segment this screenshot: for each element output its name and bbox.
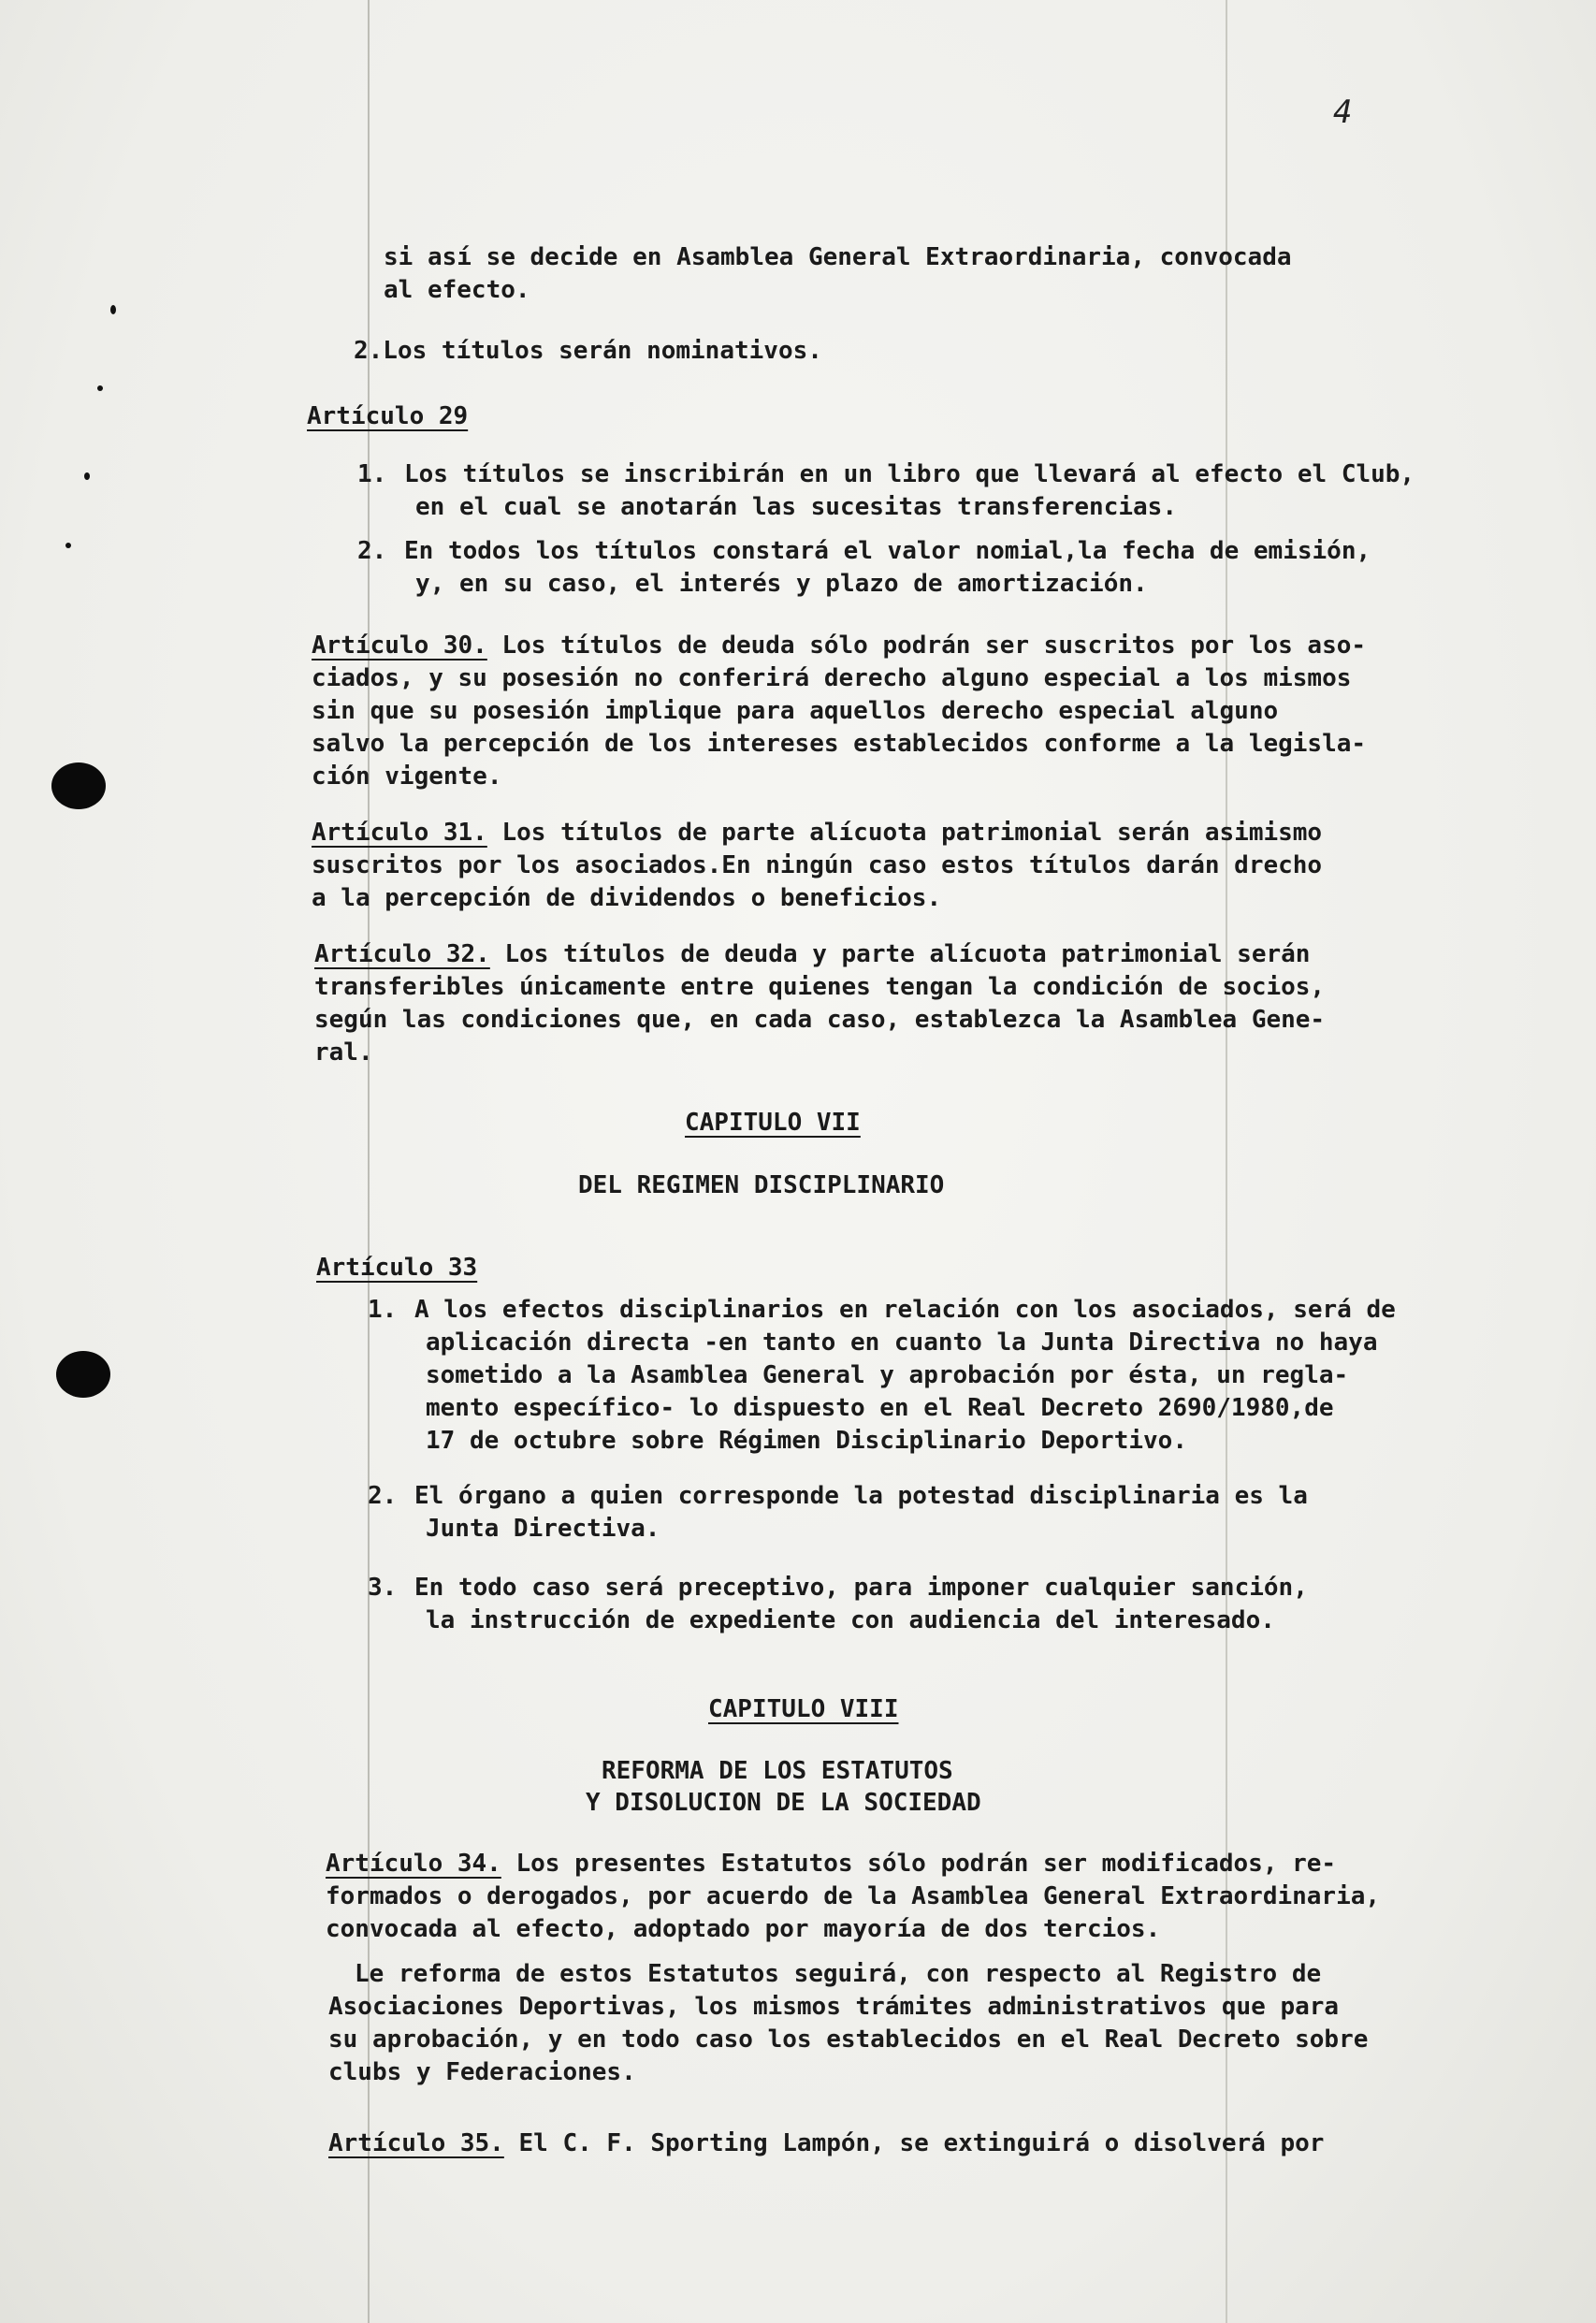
list-item [368,1572,1308,1637]
speck [97,385,103,391]
article-paragraph [312,630,1366,793]
article-heading: Artículo 31. [312,819,487,847]
punch-hole-bottom [56,1351,110,1398]
list-item: 2.Los títulos serán nominativos. [354,337,822,365]
article-heading: Artículo 34. [326,1850,501,1878]
chapter-title: CAPITULO VII [685,1109,861,1137]
item-number: 2. [357,537,387,565]
text-line: ción vigente. [312,762,502,791]
list-item [357,535,1371,601]
item-number: 1. [357,460,387,488]
speck [84,472,90,480]
text-line: sometido a la Asamblea General y aprobación por ésta, un regla- [426,1361,1349,1389]
text-line: En todo caso será preceptivo, para imponer cualquier sanción, [414,1574,1308,1602]
text-line: Junta Directiva. [426,1515,660,1543]
article-paragraph [312,817,1322,915]
text-line: mento específico- lo dispuesto en el Real Decreto 2690/1980,de [426,1394,1334,1422]
page-number: 4 [1333,94,1353,131]
text-line: suscritos por los asociados.En ningún caso estos títulos darán drecho [312,851,1323,879]
text-line: formados o derogados, por acuerdo de la Asamblea General Extraordinaria, [326,1882,1381,1910]
text-line: sin que su posesión implique para aquellos derecho especial alguno [312,697,1279,725]
list-item [368,1480,1308,1546]
text-line: clubs y Federaciones. [328,2058,636,2086]
text-line: El C. F. Sporting Lampón, se extinguirá o disolverá por [518,2129,1325,2157]
text-line: en el cual se anotarán las sucesitas transferencias. [415,493,1177,521]
text-line: salvo la percepción de los intereses establecidos conforme a la legisla- [312,730,1367,758]
text-line: y, en su caso, el interés y plazo de amortización. [415,570,1148,598]
text-line: según las condiciones que, en cada caso, establezca la Asamblea Gene- [314,1006,1326,1034]
article-heading: Artículo 33 [316,1254,478,1282]
article-paragraph [328,1958,1368,2089]
text-line: su aprobación, y en todo caso los establecidos en el Real Decreto sobre [328,2025,1369,2054]
item-number: 2. [368,1482,398,1510]
text-line: Los títulos de deuda y parte alícuota patrimonial serán [504,940,1311,968]
text-line: aplicación directa -en tanto en cuanto la Junta Directiva no haya [426,1328,1378,1357]
chapter-subtitle: REFORMA DE LOS ESTATUTOS [602,1757,953,1785]
speck [65,543,71,548]
text-line: Los presentes Estatutos sólo podrán ser modificados, re- [515,1850,1337,1878]
text-line: Le reforma de estos Estatutos seguirá, con respecto al Registro de [355,1960,1322,1988]
text-line: ciados, y su posesión no conferirá derecho alguno especial a los mismos [312,664,1352,692]
text-line: al efecto. [384,276,530,304]
text-line: Asociaciones Deportivas, los mismos trámites administrativos que para [328,1993,1340,2021]
text-line: El órgano a quien corresponde la potestad disciplinaria es la [414,1482,1308,1510]
text-line: ral. [314,1038,373,1067]
text-line: Los títulos se inscribirán en un libro que llevará al efecto el Club, [404,460,1415,488]
chapter-subtitle: Y DISOLUCION DE LA SOCIEDAD [586,1789,981,1817]
text-line: transferibles únicamente entre quienes tengan la condición de socios, [314,973,1326,1001]
speck [110,305,116,314]
article-heading: Artículo 30. [312,632,487,660]
text-line: Los títulos de parte alícuota patrimonial serán asimismo [501,819,1323,847]
text-line: si así se decide en Asamblea General Extraordinaria, convocada [384,243,1292,271]
text-line: la instrucción de expediente con audiencia del interesado. [426,1606,1275,1634]
text-line: 17 de octubre sobre Régimen Disciplinario Deportivo. [426,1427,1187,1455]
article-heading: Artículo 35. [328,2129,504,2157]
article-heading: Artículo 32. [314,940,490,968]
article-heading: Artículo 29 [307,402,469,430]
article-paragraph [314,938,1325,1069]
item-number: 1. [368,1296,398,1324]
chapter-title: CAPITULO VIII [708,1695,899,1723]
punch-hole-top [51,762,106,809]
article-paragraph [328,2127,1324,2160]
text-line: A los efectos disciplinarios en relación con los asociados, será de [414,1296,1396,1324]
text-line: a la percepción de dividendos o beneficios. [312,884,942,912]
text-line: En todos los títulos constará el valor nomial,la fecha de emisión, [404,537,1371,565]
list-item [368,1294,1396,1458]
continuation-paragraph [384,241,1292,307]
chapter-subtitle: DEL REGIMEN DISCIPLINARIO [578,1171,945,1199]
list-item [357,458,1415,524]
text-line: Los títulos de deuda sólo podrán ser suscritos por los aso- [501,632,1367,660]
text-line: convocada al efecto, adoptado por mayoría de dos tercios. [326,1915,1161,1943]
article-paragraph [326,1848,1380,1946]
item-number: 3. [368,1574,398,1602]
